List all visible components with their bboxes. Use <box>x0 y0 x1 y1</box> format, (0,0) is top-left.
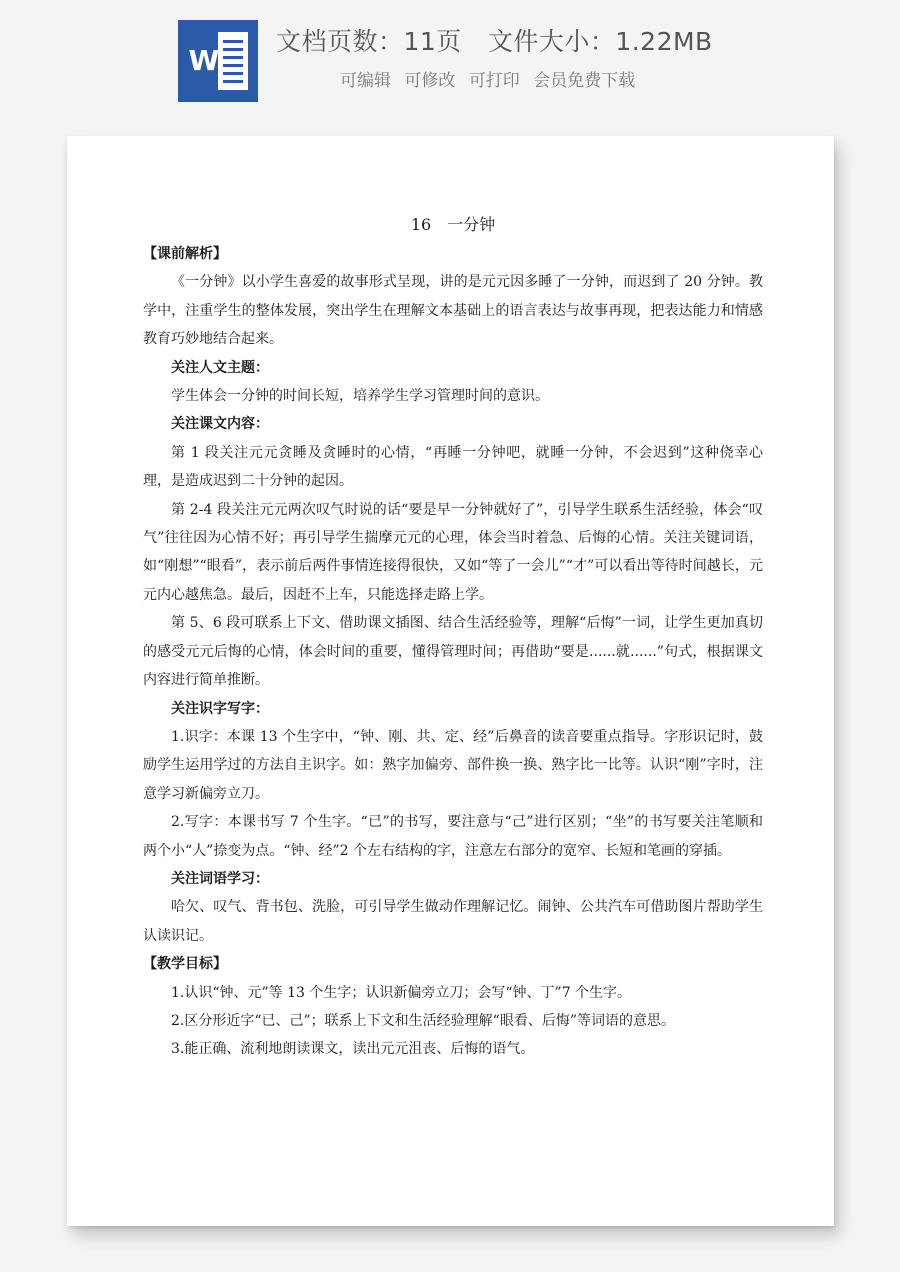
vocabulary-paragraph: 哈欠、叹气、背书包、洗脸，可引导学生做动作理解记忆。闹钟、公共汽车可借助图片帮助学生认读识记。 <box>143 899 763 944</box>
character-paragraph-1: 1.识字：本课 13 个生字中，“钟、刚、共、定、经”后鼻音的读音要重点指导。字形识记时，鼓励学生运用学过的方法自主识字。如：熟字加偏旁、部件换一换、熟字比一比等。认识“刚”字时，注意学习新偏旁立刀。 <box>143 728 763 802</box>
content-paragraph-3: 第 5、6 段可联系上下文、借助课文插图、结合生活经验等，理解“后悔”一词，让学生更加真切的感受元元后悔的心情，体会时间的重要，懂得管理时间；再借助“要是......就......”句式，根据课文内容进行简单推断。 <box>143 615 763 689</box>
vocabulary-heading: 关注词语学习： <box>171 870 269 887</box>
content-paragraph-2: 第 2-4 段关注元元两次叹气时说的话“要是早一分钟就好了”，引导学生联系生活经验，体会“叹气”往往因为心情不好；再引导学生揣摩元元的心理，体会当时着急、后悔的心情。关注关键词语，如“刚想”“眼看”，表示前后两件事情连接得很快，又如“等了一会儿”“才”可以看出等待时间越长，元元内心越焦急。最后，因赶不上车，只能选择走路上学。 <box>143 501 763 603</box>
page-count: 文档页数：11页 <box>276 27 462 56</box>
feature-list <box>340 66 643 92</box>
goal-3: 3.能正确、流利地朗读课文，读出元元沮丧、后悔的语气。 <box>171 1041 535 1058</box>
download-banner <box>0 0 900 128</box>
feature-editable: 可编辑 <box>340 71 391 91</box>
goal-2: 2.区分形近字“已、己”；联系上下文和生活经验理解“眼看、后悔”等词语的意思。 <box>171 1012 675 1029</box>
file-size: 文件大小：1.22MB <box>487 27 713 56</box>
character-heading: 关注识字写字： <box>171 700 269 717</box>
document-page <box>67 136 834 1226</box>
intro-paragraph: 《一分钟》以小学生喜爱的故事形式呈现，讲的是元元因多睡了一分钟，而迟到了 20 分钟。教学中，注重学生的整体发展，突出学生在理解文本基础上的语言表达与故事再现，把表达能力和情感教育巧妙地结合起来。 <box>143 274 763 348</box>
character-paragraph-2: 2.写字：本课书写 7 个生字。“已”的书写，要注意与“己”进行区别；“坐”的书写要关注笔顺和两个小“人”捺变为点。“钟、经”2 个左右结构的字，注意左右部分的宽窄、长短和笔画的穿插。 <box>143 814 763 859</box>
goal-1: 1.认识“钟、元”等 13 个生字；认识新偏旁立刀；会写“钟、丁”7 个生字。 <box>171 984 632 1001</box>
document-sheet <box>218 32 248 90</box>
feature-member-download: 会员免费下载 <box>533 71 636 91</box>
file-stats <box>276 22 713 58</box>
section-heading-analysis: 【课前解析】 <box>143 246 227 262</box>
lesson-title: 16 一分钟 <box>410 215 496 234</box>
theme-paragraph: 学生体会一分钟的时间长短，培养学生学习管理时间的意识。 <box>171 388 549 405</box>
feature-printable: 可打印 <box>468 71 520 91</box>
theme-heading: 关注人文主题： <box>171 359 269 376</box>
content-paragraph-1: 第 1 段关注元元贪睡及贪睡时的心情，“再睡一分钟吧，就睡一分钟，不会迟到”这种侥幸心理，是造成迟到二十分钟的起因。 <box>143 444 763 490</box>
section-heading-goals: 【教学目标】 <box>143 956 227 973</box>
word-letter: W <box>188 44 220 77</box>
document-body <box>143 210 763 1064</box>
content-heading: 关注课文内容： <box>171 416 269 433</box>
word-document-icon <box>178 20 258 102</box>
feature-modifiable: 可修改 <box>404 71 456 91</box>
